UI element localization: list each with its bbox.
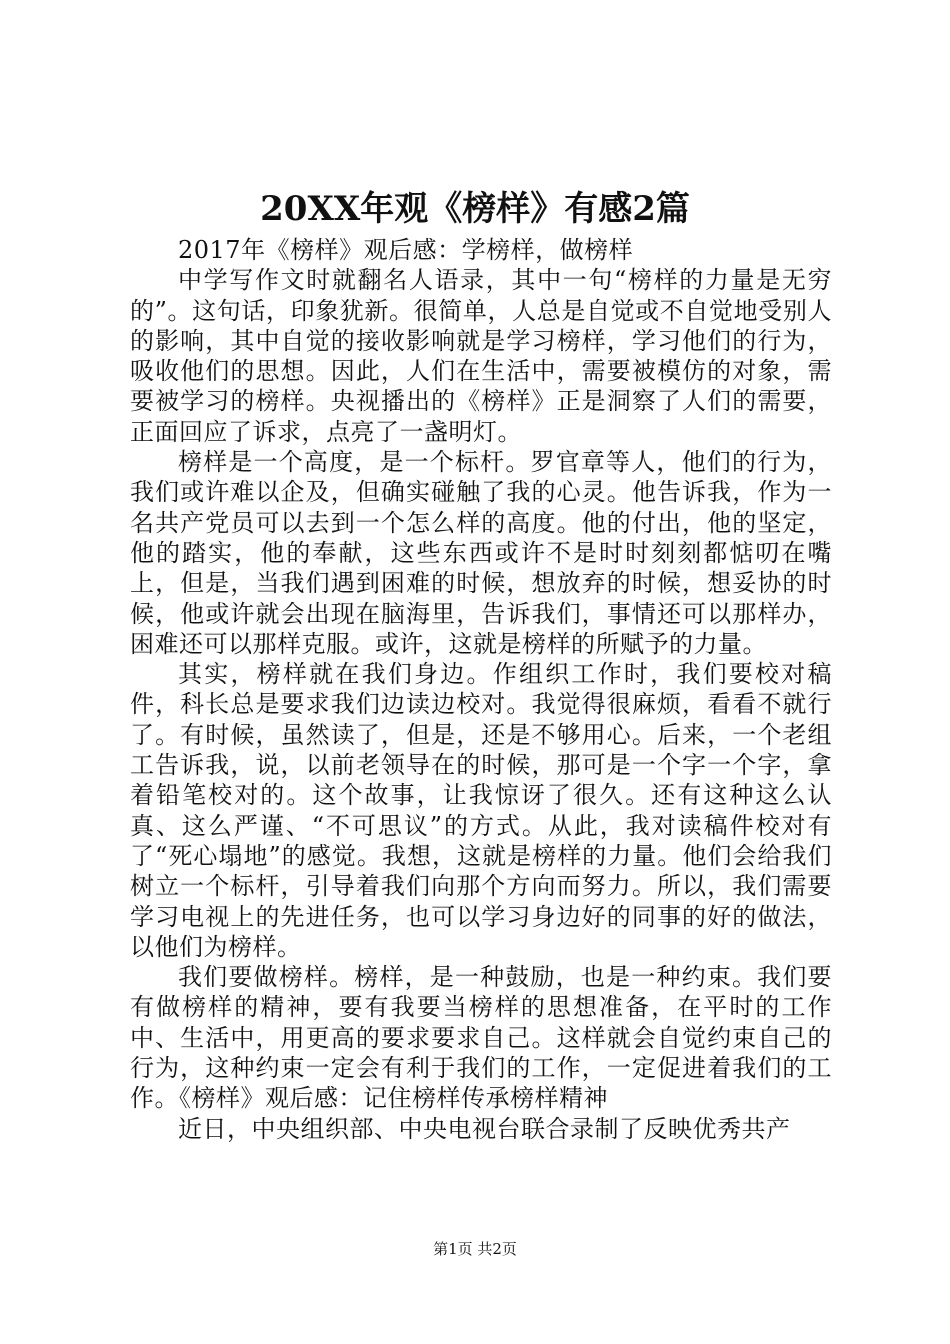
paragraph: 榜样是一个高度，是一个标杆。罗官章等人，他们的行为，我们或许难以企及，但确实碰触了我的心灵。他告诉我，作为一名共产党员可以去到一个怎么样的高度。他的付出，他的坚定，他的踏实，他的奉献，这些东西或许不是时时刻刻都惦叨在嘴上，但是，当我们遇到困难的时候，想放弃的时候，想妥协的时候，他或许就会出现在脑海里，告诉我们，事情还可以那样办，困难还可以那样克服。或许，这就是榜样的所赋予的力量。 — [130, 448, 832, 658]
page-number-footer: 第1页 共2页 — [433, 1240, 517, 1258]
paragraph: 中学写作文时就翻名人语录，其中一句“榜样的力量是无穷的”。这句话，印象犹新。很简单，人总是自觉或不自觉地受别人的影响，其中自觉的接收影响就是学习榜样，学习他们的行为，吸收他们的思想。因此，人们在生活中，需要被模仿的对象，需要被学习的榜样。央视播出的《榜样》正是洞察了人们的需要，正面回应了诉求，点亮了一盏明灯。 — [130, 266, 832, 446]
document-body — [130, 235, 832, 1144]
paragraph: 我们要做榜样。榜样，是一种鼓励，也是一种约束。我们要有做榜样的精神，要有我要当榜样的思想准备，在平时的工作中、生活中，用更高的要求要求自己。这样就会自觉约束自己的行为，这种约束一定会有利于我们的工作，一定促进着我们的工作。《榜样》观后感：记住榜样传承榜样精神 — [130, 963, 832, 1113]
paragraph-subtitle: 2017年《榜样》观后感：学榜样，做榜样 — [178, 236, 634, 264]
paragraph: 其实，榜样就在我们身边。作组织工作时，我们要校对稿件，科长总是要求我们边读边校对。我觉得很麻烦，看看不就行了。有时候，虽然读了，但是，还是不够用心。后来，一个老组工告诉我，说，以前老领导在的时候，那可是一个字一个字，拿着铅笔校对的。这个故事，让我惊讶了很久。还有这种这么认真、这么严谨、“不可思议”的方式。从此，我对读稿件校对有了“死心塌地”的感觉。我想，这就是榜样的力量。他们会给我们树立一个标杆，引导着我们向那个方向而努力。所以，我们需要学习电视上的先进任务，也可以学习身边好的同事的好的做法，以他们为榜样。 — [130, 660, 832, 961]
paragraph: 近日，中央组织部、中央电视台联合录制了反映优秀共产 — [178, 1114, 791, 1143]
document-title: 20XX年观《榜样》有感2篇 — [260, 189, 690, 229]
